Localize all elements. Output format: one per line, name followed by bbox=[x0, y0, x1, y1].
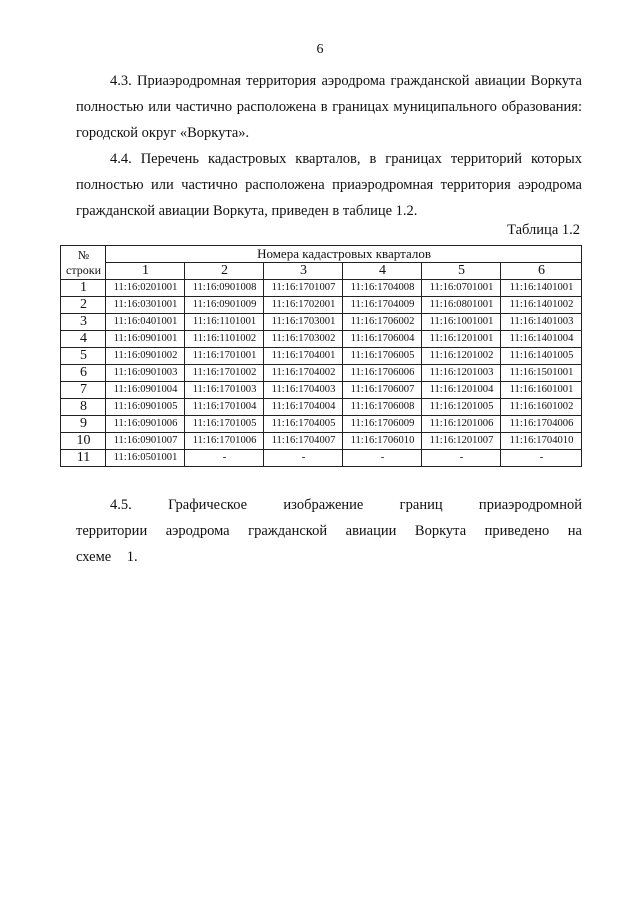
cadastral-quarter-cell: - bbox=[422, 450, 501, 467]
cadastral-quarters-table bbox=[60, 245, 582, 467]
column-number-header: 3 bbox=[264, 263, 343, 280]
cadastral-quarter-cell: 11:16:1704003 bbox=[264, 382, 343, 399]
table-row bbox=[61, 450, 582, 467]
column-number-header: 5 bbox=[422, 263, 501, 280]
cadastral-quarter-cell: 11:16:0901009 bbox=[185, 297, 264, 314]
cadastral-quarter-cell: 11:16:0901003 bbox=[106, 365, 185, 382]
cadastral-quarter-cell: 11:16:1001001 bbox=[422, 314, 501, 331]
cadastral-quarter-cell: 11:16:1601002 bbox=[501, 399, 582, 416]
cadastral-quarter-cell: 11:16:1704002 bbox=[264, 365, 343, 382]
cadastral-quarter-cell: 11:16:1704008 bbox=[343, 280, 422, 297]
cadastral-quarter-cell: 11:16:1201001 bbox=[422, 331, 501, 348]
cadastral-quarter-cell: - bbox=[343, 450, 422, 467]
row-number-header: № строки bbox=[61, 246, 106, 280]
cadastral-quarter-cell: 11:16:1704005 bbox=[264, 416, 343, 433]
cadastral-quarter-cell: 11:16:1701004 bbox=[185, 399, 264, 416]
cadastral-quarter-cell: 11:16:1201003 bbox=[422, 365, 501, 382]
cadastral-quarter-cell: 11:16:1704009 bbox=[343, 297, 422, 314]
cadastral-quarter-cell: 11:16:0301001 bbox=[106, 297, 185, 314]
row-number-cell: 9 bbox=[61, 416, 106, 433]
column-number-row bbox=[61, 263, 582, 280]
table-row bbox=[61, 314, 582, 331]
column-number-header: 6 bbox=[501, 263, 582, 280]
table-row bbox=[61, 433, 582, 450]
table-body bbox=[61, 280, 582, 467]
cadastral-quarter-cell: 11:16:1201005 bbox=[422, 399, 501, 416]
row-number-cell: 4 bbox=[61, 331, 106, 348]
cadastral-quarter-cell: 11:16:1701005 bbox=[185, 416, 264, 433]
cadastral-quarter-cell: 11:16:1706009 bbox=[343, 416, 422, 433]
paragraph-4-3: 4.3. Приаэродромная территория аэродрома гражданской авиации Воркута полностью или частично расположена в границах муниципального образования: городской округ «Воркута». bbox=[76, 73, 582, 141]
column-number-header: 2 bbox=[185, 263, 264, 280]
column-number-header: 4 bbox=[343, 263, 422, 280]
cadastral-quarter-cell: 11:16:1701003 bbox=[185, 382, 264, 399]
cadastral-quarter-cell: 11:16:1706008 bbox=[343, 399, 422, 416]
row-number-cell: 5 bbox=[61, 348, 106, 365]
cadastral-quarter-cell: 11:16:1201004 bbox=[422, 382, 501, 399]
cadastral-quarter-cell: 11:16:1706005 bbox=[343, 348, 422, 365]
cadastral-quarter-cell: 11:16:1401004 bbox=[501, 331, 582, 348]
cadastral-quarter-cell: - bbox=[501, 450, 582, 467]
cadastral-quarter-cell: 11:16:1501001 bbox=[501, 365, 582, 382]
cadastral-quarter-cell: 11:16:1701007 bbox=[264, 280, 343, 297]
cadastral-quarter-cell: 11:16:1704006 bbox=[501, 416, 582, 433]
cadastral-quarter-cell: 11:16:0901004 bbox=[106, 382, 185, 399]
cadastral-quarter-cell: - bbox=[264, 450, 343, 467]
cadastral-quarter-cell: 11:16:0201001 bbox=[106, 280, 185, 297]
table-row bbox=[61, 331, 582, 348]
table-row bbox=[61, 348, 582, 365]
cadastral-quarter-cell: 11:16:1701001 bbox=[185, 348, 264, 365]
cadastral-quarter-cell: 11:16:1401003 bbox=[501, 314, 582, 331]
cadastral-quarter-cell: - bbox=[185, 450, 264, 467]
row-number-cell: 1 bbox=[61, 280, 106, 297]
cadastral-quarter-cell: 11:16:1401005 bbox=[501, 348, 582, 365]
cadastral-quarter-cell: 11:16:1201007 bbox=[422, 433, 501, 450]
table-caption: Таблица 1.2 bbox=[507, 222, 580, 238]
table-row bbox=[61, 297, 582, 314]
cadastral-quarter-cell: 11:16:1401002 bbox=[501, 297, 582, 314]
paragraph-4-4: 4.4. Перечень кадастровых кварталов, в границах территорий которых полностью или частично расположена приаэродромная территория аэродрома гражданской авиации Воркута, приведен в таблице 1.2. bbox=[76, 151, 582, 219]
cadastral-quarter-cell: 11:16:1703001 bbox=[264, 314, 343, 331]
cadastral-quarter-cell: 11:16:1706002 bbox=[343, 314, 422, 331]
cadastral-quarter-cell: 11:16:1704010 bbox=[501, 433, 582, 450]
cadastral-quarter-cell: 11:16:1704001 bbox=[264, 348, 343, 365]
row-number-cell: 10 bbox=[61, 433, 106, 450]
cadastral-quarter-cell: 11:16:0901006 bbox=[106, 416, 185, 433]
cadastral-quarter-cell: 11:16:0801001 bbox=[422, 297, 501, 314]
cadastral-group-header: Номера кадастровых кварталов bbox=[106, 246, 582, 263]
cadastral-quarter-cell: 11:16:1601001 bbox=[501, 382, 582, 399]
cadastral-quarter-cell: 11:16:1703002 bbox=[264, 331, 343, 348]
cadastral-quarter-cell: 11:16:1706006 bbox=[343, 365, 422, 382]
cadastral-quarter-cell: 11:16:1701002 bbox=[185, 365, 264, 382]
cadastral-quarter-cell: 11:16:0701001 bbox=[422, 280, 501, 297]
cadastral-quarter-cell: 11:16:1706010 bbox=[343, 433, 422, 450]
table-row bbox=[61, 399, 582, 416]
cadastral-quarter-cell: 11:16:1704004 bbox=[264, 399, 343, 416]
cadastral-quarter-cell: 11:16:1704007 bbox=[264, 433, 343, 450]
cadastral-quarter-cell: 11:16:0901008 bbox=[185, 280, 264, 297]
cadastral-quarter-cell: 11:16:1201006 bbox=[422, 416, 501, 433]
row-number-cell: 2 bbox=[61, 297, 106, 314]
cadastral-quarter-cell: 11:16:0401001 bbox=[106, 314, 185, 331]
cadastral-quarter-cell: 11:16:1101002 bbox=[185, 331, 264, 348]
cadastral-quarter-cell: 11:16:0501001 bbox=[106, 450, 185, 467]
cadastral-quarter-cell: 11:16:1706004 bbox=[343, 331, 422, 348]
paragraph-4-5: 4.5. Графическое изображение границ приаэродромной территории аэродрома гражданской авиации Воркута приведено на схеме 1. bbox=[76, 497, 582, 565]
cadastral-quarter-cell: 11:16:0901002 bbox=[106, 348, 185, 365]
row-number-cell: 8 bbox=[61, 399, 106, 416]
row-number-cell: 7 bbox=[61, 382, 106, 399]
cadastral-quarter-cell: 11:16:1706007 bbox=[343, 382, 422, 399]
table-row bbox=[61, 280, 582, 297]
cadastral-quarter-cell: 11:16:1401001 bbox=[501, 280, 582, 297]
table-row bbox=[61, 382, 582, 399]
page-number: 6 bbox=[316, 42, 324, 57]
table-row bbox=[61, 416, 582, 433]
cadastral-quarter-cell: 11:16:0901001 bbox=[106, 331, 185, 348]
cadastral-quarter-cell: 11:16:1702001 bbox=[264, 297, 343, 314]
cadastral-quarter-cell: 11:16:1701006 bbox=[185, 433, 264, 450]
cadastral-quarter-cell: 11:16:0901007 bbox=[106, 433, 185, 450]
cadastral-quarter-cell: 11:16:1101001 bbox=[185, 314, 264, 331]
column-number-header: 1 bbox=[106, 263, 185, 280]
table-row bbox=[61, 365, 582, 382]
row-number-cell: 3 bbox=[61, 314, 106, 331]
cadastral-quarter-cell: 11:16:0901005 bbox=[106, 399, 185, 416]
row-number-cell: 11 bbox=[61, 450, 106, 467]
cadastral-quarter-cell: 11:16:1201002 bbox=[422, 348, 501, 365]
row-number-cell: 6 bbox=[61, 365, 106, 382]
